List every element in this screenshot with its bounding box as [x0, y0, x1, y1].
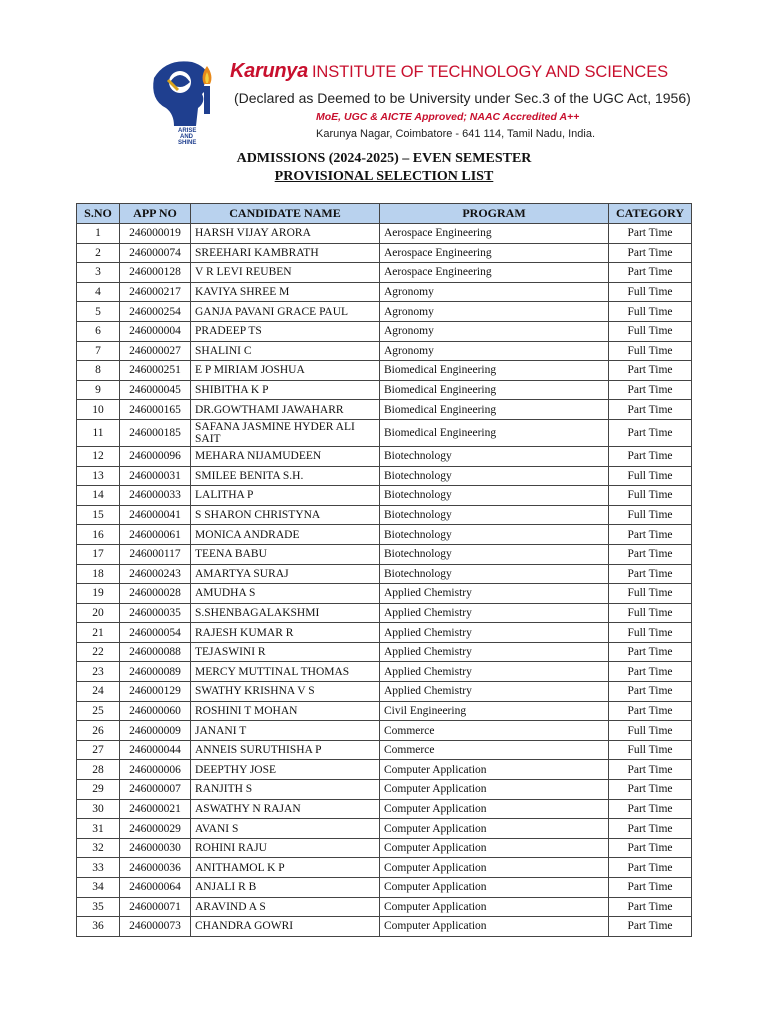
cell-sno: 13	[77, 466, 120, 486]
table-row	[77, 917, 692, 937]
table-row	[77, 446, 692, 466]
cell-program: Biotechnology	[380, 564, 609, 584]
cell-program: Biotechnology	[380, 525, 609, 545]
cell-candidate-name: LALITHA P	[191, 486, 380, 506]
cell-candidate-name: SAFANA JASMINE HYDER ALI SAIT	[191, 419, 380, 446]
cell-app-no: 246000064	[120, 878, 191, 898]
column-header-sno: S.NO	[77, 204, 120, 224]
table-row	[77, 263, 692, 283]
document-title: ADMISSIONS (2024-2025) – EVEN SEMESTER	[236, 151, 532, 166]
brand-name: Karunya	[230, 60, 308, 82]
cell-sno: 6	[77, 321, 120, 341]
cell-candidate-name: S SHARON CHRISTYNA	[191, 505, 380, 525]
cell-sno: 7	[77, 341, 120, 361]
cell-candidate-name: GANJA PAVANI GRACE PAUL	[191, 302, 380, 322]
table-row	[77, 584, 692, 604]
cell-sno: 31	[77, 819, 120, 839]
cell-sno: 33	[77, 858, 120, 878]
table-row	[77, 838, 692, 858]
cell-app-no: 246000073	[120, 917, 191, 937]
cell-app-no: 246000006	[120, 760, 191, 780]
cell-app-no: 246000096	[120, 446, 191, 466]
cell-category: Part Time	[609, 380, 692, 400]
cell-program: Computer Application	[380, 780, 609, 800]
cell-candidate-name: ROSHINI T MOHAN	[191, 701, 380, 721]
cell-candidate-name: V R LEVI REUBEN	[191, 263, 380, 283]
table-row	[77, 486, 692, 506]
table-row	[77, 505, 692, 525]
column-header-candidate-name: CANDIDATE NAME	[191, 204, 380, 224]
cell-program: Applied Chemistry	[380, 662, 609, 682]
cell-category: Part Time	[609, 878, 692, 898]
cell-program: Biotechnology	[380, 486, 609, 506]
column-header-category: CATEGORY	[609, 204, 692, 224]
cell-app-no: 246000035	[120, 603, 191, 623]
cell-sno: 20	[77, 603, 120, 623]
cell-category: Part Time	[609, 263, 692, 283]
selection-table	[76, 203, 692, 937]
cell-app-no: 246000254	[120, 302, 191, 322]
cell-candidate-name: HARSH VIJAY ARORA	[191, 224, 380, 244]
cell-category: Part Time	[609, 243, 692, 263]
cell-sno: 36	[77, 917, 120, 937]
cell-category: Part Time	[609, 525, 692, 545]
cell-sno: 17	[77, 544, 120, 564]
cell-app-no: 246000028	[120, 584, 191, 604]
cell-app-no: 246000243	[120, 564, 191, 584]
svg-text:SHINE: SHINE	[178, 140, 197, 144]
cell-program: Computer Application	[380, 819, 609, 839]
cell-category: Part Time	[609, 544, 692, 564]
cell-category: Full Time	[609, 466, 692, 486]
cell-candidate-name: TEENA BABU	[191, 544, 380, 564]
cell-app-no: 246000117	[120, 544, 191, 564]
cell-candidate-name: ANJALI R B	[191, 878, 380, 898]
cell-program: Aerospace Engineering	[380, 224, 609, 244]
cell-category: Full Time	[609, 721, 692, 741]
cell-program: Agronomy	[380, 302, 609, 322]
table-row	[77, 525, 692, 545]
cell-program: Computer Application	[380, 858, 609, 878]
cell-app-no: 246000088	[120, 642, 191, 662]
cell-category: Part Time	[609, 419, 692, 446]
cell-category: Part Time	[609, 701, 692, 721]
table-body	[77, 224, 692, 937]
cell-category: Part Time	[609, 858, 692, 878]
cell-category: Part Time	[609, 662, 692, 682]
table-row	[77, 321, 692, 341]
cell-program: Applied Chemistry	[380, 603, 609, 623]
cell-app-no: 246000060	[120, 701, 191, 721]
cell-program: Applied Chemistry	[380, 642, 609, 662]
cell-candidate-name: ROHINI RAJU	[191, 838, 380, 858]
table-row	[77, 341, 692, 361]
table-row	[77, 466, 692, 486]
cell-candidate-name: JANANI T	[191, 721, 380, 741]
cell-sno: 34	[77, 878, 120, 898]
cell-sno: 9	[77, 380, 120, 400]
cell-app-no: 246000165	[120, 400, 191, 420]
cell-app-no: 246000071	[120, 897, 191, 917]
cell-candidate-name: SHALINI C	[191, 341, 380, 361]
cell-program: Computer Application	[380, 917, 609, 937]
cell-program: Biomedical Engineering	[380, 400, 609, 420]
cell-program: Computer Application	[380, 760, 609, 780]
table-row	[77, 642, 692, 662]
cell-category: Full Time	[609, 302, 692, 322]
cell-program: Computer Application	[380, 897, 609, 917]
table-row	[77, 380, 692, 400]
cell-sno: 3	[77, 263, 120, 283]
table-row	[77, 243, 692, 263]
cell-category: Part Time	[609, 760, 692, 780]
cell-category: Full Time	[609, 341, 692, 361]
table-row	[77, 819, 692, 839]
table-row	[77, 282, 692, 302]
institution-full-name: INSTITUTE OF TECHNOLOGY AND SCIENCES	[311, 63, 669, 81]
cell-program: Agronomy	[380, 282, 609, 302]
cell-program: Applied Chemistry	[380, 584, 609, 604]
cell-candidate-name: MERCY MUTTINAL THOMAS	[191, 662, 380, 682]
cell-app-no: 246000033	[120, 486, 191, 506]
cell-app-no: 246000054	[120, 623, 191, 643]
cell-sno: 11	[77, 419, 120, 446]
cell-candidate-name: SHIBITHA K P	[191, 380, 380, 400]
table-row	[77, 603, 692, 623]
cell-app-no: 246000041	[120, 505, 191, 525]
cell-candidate-name: AVANI S	[191, 819, 380, 839]
cell-app-no: 246000128	[120, 263, 191, 283]
cell-sno: 21	[77, 623, 120, 643]
cell-category: Part Time	[609, 446, 692, 466]
table-row	[77, 623, 692, 643]
cell-category: Part Time	[609, 224, 692, 244]
cell-program: Commerce	[380, 740, 609, 760]
deemed-university-note: (Declared as Deemed to be University under Sec.3 of the UGC Act, 1956)	[234, 90, 691, 106]
cell-program: Applied Chemistry	[380, 682, 609, 702]
cell-sno: 14	[77, 486, 120, 506]
cell-candidate-name: AMARTYA SURAJ	[191, 564, 380, 584]
cell-app-no: 246000251	[120, 361, 191, 381]
cell-sno: 24	[77, 682, 120, 702]
cell-app-no: 246000036	[120, 858, 191, 878]
table-row	[77, 799, 692, 819]
cell-program: Applied Chemistry	[380, 623, 609, 643]
cell-candidate-name: MONICA ANDRADE	[191, 525, 380, 545]
cell-candidate-name: ARAVIND A S	[191, 897, 380, 917]
table-row	[77, 858, 692, 878]
cell-category: Part Time	[609, 838, 692, 858]
cell-category: Part Time	[609, 642, 692, 662]
cell-sno: 15	[77, 505, 120, 525]
cell-sno: 29	[77, 780, 120, 800]
cell-candidate-name: E P MIRIAM JOSHUA	[191, 361, 380, 381]
cell-category: Part Time	[609, 400, 692, 420]
column-header-app-no: APP NO	[120, 204, 191, 224]
address-line: Karunya Nagar, Coimbatore - 641 114, Tamil Nadu, India.	[316, 128, 596, 140]
table-row	[77, 564, 692, 584]
cell-candidate-name: DEEPTHY JOSE	[191, 760, 380, 780]
cell-app-no: 246000007	[120, 780, 191, 800]
cell-candidate-name: ANITHAMOL K P	[191, 858, 380, 878]
cell-app-no: 246000004	[120, 321, 191, 341]
table-row	[77, 701, 692, 721]
cell-candidate-name: KAVIYA SHREE M	[191, 282, 380, 302]
cell-program: Biotechnology	[380, 544, 609, 564]
cell-program: Agronomy	[380, 341, 609, 361]
cell-program: Computer Application	[380, 878, 609, 898]
table-row	[77, 224, 692, 244]
cell-sno: 5	[77, 302, 120, 322]
table-row	[77, 682, 692, 702]
cell-program: Biotechnology	[380, 446, 609, 466]
cell-program: Aerospace Engineering	[380, 263, 609, 283]
cell-program: Computer Application	[380, 838, 609, 858]
cell-category: Part Time	[609, 361, 692, 381]
cell-sno: 10	[77, 400, 120, 420]
cell-program: Commerce	[380, 721, 609, 741]
cell-app-no: 246000030	[120, 838, 191, 858]
cell-category: Part Time	[609, 780, 692, 800]
cell-app-no: 246000074	[120, 243, 191, 263]
cell-candidate-name: RANJITH S	[191, 780, 380, 800]
karunya-logo-icon	[144, 56, 228, 144]
cell-program: Biomedical Engineering	[380, 361, 609, 381]
cell-sno: 8	[77, 361, 120, 381]
cell-candidate-name: PRADEEP TS	[191, 321, 380, 341]
cell-sno: 12	[77, 446, 120, 466]
cell-sno: 1	[77, 224, 120, 244]
cell-program: Civil Engineering	[380, 701, 609, 721]
cell-category: Part Time	[609, 917, 692, 937]
cell-category: Full Time	[609, 623, 692, 643]
cell-sno: 25	[77, 701, 120, 721]
cell-candidate-name: AMUDHA S	[191, 584, 380, 604]
cell-sno: 22	[77, 642, 120, 662]
cell-category: Part Time	[609, 897, 692, 917]
cell-candidate-name: RAJESH KUMAR R	[191, 623, 380, 643]
table-row	[77, 400, 692, 420]
table-row	[77, 302, 692, 322]
table-row	[77, 760, 692, 780]
table-header-row	[77, 204, 692, 224]
table-row	[77, 721, 692, 741]
table-row	[77, 419, 692, 446]
cell-program: Biotechnology	[380, 505, 609, 525]
cell-app-no: 246000031	[120, 466, 191, 486]
cell-category: Part Time	[609, 799, 692, 819]
svg-text:AND: AND	[180, 134, 193, 140]
cell-sno: 30	[77, 799, 120, 819]
cell-sno: 23	[77, 662, 120, 682]
cell-program: Computer Application	[380, 799, 609, 819]
table-row	[77, 662, 692, 682]
cell-candidate-name: SWATHY KRISHNA V S	[191, 682, 380, 702]
cell-candidate-name: ANNEIS SURUTHISHA P	[191, 740, 380, 760]
cell-category: Full Time	[609, 505, 692, 525]
cell-category: Full Time	[609, 282, 692, 302]
cell-category: Part Time	[609, 682, 692, 702]
cell-app-no: 246000009	[120, 721, 191, 741]
approval-line: MoE, UGC & AICTE Approved; NAAC Accredited A++	[316, 111, 580, 123]
cell-app-no: 246000029	[120, 819, 191, 839]
cell-sno: 27	[77, 740, 120, 760]
cell-category: Full Time	[609, 740, 692, 760]
cell-category: Full Time	[609, 486, 692, 506]
cell-candidate-name: ASWATHY N RAJAN	[191, 799, 380, 819]
cell-candidate-name: CHANDRA GOWRI	[191, 917, 380, 937]
cell-app-no: 246000185	[120, 419, 191, 446]
table-row	[77, 740, 692, 760]
cell-app-no: 246000027	[120, 341, 191, 361]
column-header-program: PROGRAM	[380, 204, 609, 224]
cell-sno: 2	[77, 243, 120, 263]
cell-app-no: 246000217	[120, 282, 191, 302]
cell-sno: 19	[77, 584, 120, 604]
cell-program: Aerospace Engineering	[380, 243, 609, 263]
cell-sno: 16	[77, 525, 120, 545]
cell-app-no: 246000019	[120, 224, 191, 244]
cell-app-no: 246000061	[120, 525, 191, 545]
cell-program: Biotechnology	[380, 466, 609, 486]
cell-app-no: 246000021	[120, 799, 191, 819]
cell-candidate-name: MEHARA NIJAMUDEEN	[191, 446, 380, 466]
cell-candidate-name: SMILEE BENITA S.H.	[191, 466, 380, 486]
table-row	[77, 780, 692, 800]
cell-sno: 32	[77, 838, 120, 858]
cell-category: Part Time	[609, 564, 692, 584]
document-subtitle: PROVISIONAL SELECTION LIST	[274, 169, 494, 184]
institution-name	[230, 60, 668, 83]
cell-sno: 35	[77, 897, 120, 917]
institution-header	[144, 52, 691, 144]
cell-sno: 26	[77, 721, 120, 741]
cell-app-no: 246000044	[120, 740, 191, 760]
svg-text:ARISE: ARISE	[178, 128, 197, 134]
cell-program: Biomedical Engineering	[380, 380, 609, 400]
cell-candidate-name: DR.GOWTHAMI JAWAHARR	[191, 400, 380, 420]
cell-category: Full Time	[609, 584, 692, 604]
cell-app-no: 246000089	[120, 662, 191, 682]
table-row	[77, 544, 692, 564]
cell-sno: 18	[77, 564, 120, 584]
cell-program: Agronomy	[380, 321, 609, 341]
cell-program: Biomedical Engineering	[380, 419, 609, 446]
cell-sno: 4	[77, 282, 120, 302]
cell-category: Full Time	[609, 603, 692, 623]
cell-category: Part Time	[609, 819, 692, 839]
cell-app-no: 246000129	[120, 682, 191, 702]
cell-candidate-name: SREEHARI KAMBRATH	[191, 243, 380, 263]
cell-candidate-name: TEJASWINI R	[191, 642, 380, 662]
table-row	[77, 361, 692, 381]
cell-sno: 28	[77, 760, 120, 780]
cell-candidate-name: S.SHENBAGALAKSHMI	[191, 603, 380, 623]
table-row	[77, 878, 692, 898]
cell-category: Full Time	[609, 321, 692, 341]
table-row	[77, 897, 692, 917]
cell-app-no: 246000045	[120, 380, 191, 400]
